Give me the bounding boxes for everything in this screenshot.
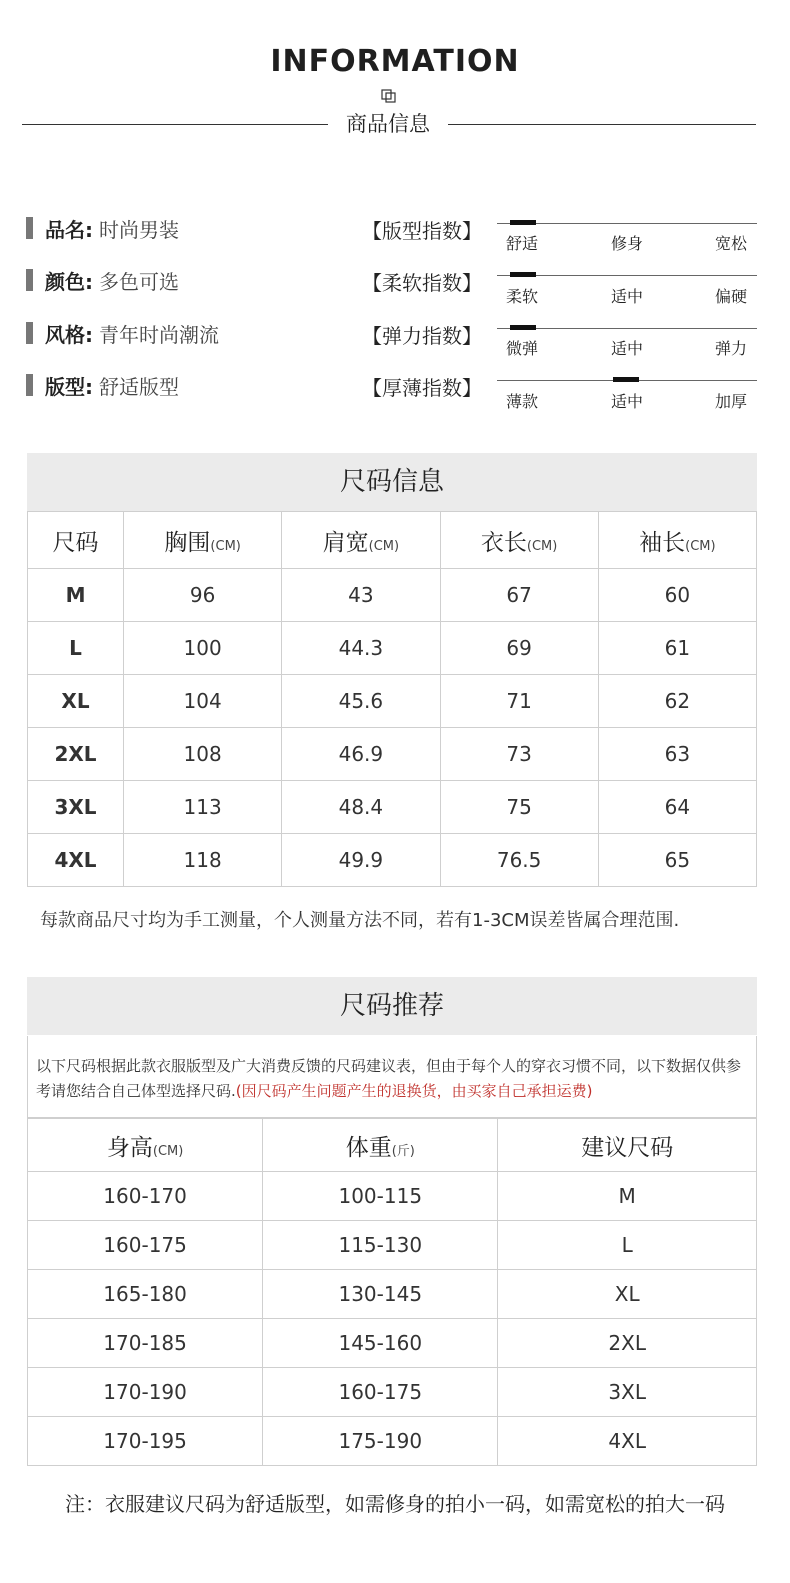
table-row [28, 1368, 757, 1417]
recommend-table [27, 1118, 757, 1466]
table-cell: XL [28, 675, 124, 728]
info-label: 风格: [45, 322, 93, 347]
bullet-bar [26, 322, 33, 344]
scale-label-right: 加厚 [715, 392, 748, 411]
table-cell: 43 [282, 569, 440, 622]
table-row [28, 622, 757, 675]
table-cell: M [28, 569, 124, 622]
table-cell: 113 [124, 781, 282, 834]
table-cell: M [498, 1172, 757, 1221]
info-value: 青年时尚潮流 [99, 322, 219, 347]
table-cell: 49.9 [282, 834, 440, 887]
scale-label-right: 偏硬 [715, 287, 748, 306]
table-cell: 115-130 [263, 1221, 498, 1270]
scale-label-mid: 修身 [611, 234, 644, 253]
divider-left [22, 124, 328, 125]
info-value: 多色可选 [99, 269, 179, 294]
header-cell [282, 512, 440, 569]
table-cell: 96 [124, 569, 282, 622]
scale-label-left: 微弹 [506, 339, 539, 358]
table-cell: 3XL [498, 1368, 757, 1417]
index-scale-softness [497, 275, 757, 276]
header-unit: (斤) [391, 1143, 415, 1159]
table-header-row [28, 1119, 757, 1172]
divider-right [448, 124, 756, 125]
table-cell: 61 [598, 622, 756, 675]
table-row [28, 569, 757, 622]
table-cell: 75 [440, 781, 598, 834]
index-label-elasticity: 【弹力指数】 [362, 324, 482, 348]
header-text: 胸围 [164, 529, 211, 556]
scale-label-right: 弹力 [715, 339, 748, 358]
recommend-desc-text: 以下尺码根据此款衣服版型及广大消费反馈的尺码建议表，但由于每个人的穿衣习惯不同，以下数据仅供参考请您结合自己体型选择尺码. [36, 1057, 742, 1100]
header-text: 尺码 [52, 529, 99, 556]
header-cell [598, 512, 756, 569]
header-text: 建议尺码 [581, 1134, 674, 1161]
scale-label-left: 舒适 [506, 234, 539, 253]
info-row-fit [26, 371, 179, 399]
recommend-description [27, 1036, 757, 1118]
table-cell: 44.3 [282, 622, 440, 675]
header-cell [498, 1119, 757, 1172]
table-cell: 60 [598, 569, 756, 622]
header-text: 肩宽 [322, 529, 369, 556]
table-cell: 160-170 [28, 1172, 263, 1221]
table-cell: 118 [124, 834, 282, 887]
table-row [28, 1270, 757, 1319]
header-unit: (CM) [526, 538, 558, 554]
table-row [28, 1417, 757, 1466]
header-cell [28, 1119, 263, 1172]
table-cell: 100 [124, 622, 282, 675]
table-cell: L [28, 622, 124, 675]
index-scale-elasticity [497, 328, 757, 329]
header-unit: (CM) [685, 538, 716, 554]
table-cell: 160-175 [263, 1368, 498, 1417]
scale-label-right: 宽松 [715, 234, 748, 253]
scale-label-left: 薄款 [506, 392, 539, 411]
index-marker-elasticity [510, 325, 536, 330]
header-text: 衣长 [480, 529, 527, 556]
size-recommend-header: 尺码推荐 [27, 977, 757, 1035]
table-cell: 170-185 [28, 1319, 263, 1368]
table-cell: 145-160 [263, 1319, 498, 1368]
table-cell: 160-175 [28, 1221, 263, 1270]
header-cell [440, 512, 598, 569]
table-row [28, 1319, 757, 1368]
table-row [28, 834, 757, 887]
info-label: 品名: [45, 217, 93, 242]
bullet-bar [26, 269, 33, 291]
header-unit: (CM) [210, 538, 241, 554]
table-cell: 175-190 [263, 1417, 498, 1466]
info-value: 舒适版型 [99, 374, 179, 399]
bullet-bar [26, 217, 33, 239]
table-header-row [28, 512, 757, 569]
table-cell: 2XL [498, 1319, 757, 1368]
table-row [28, 675, 757, 728]
index-marker-softness [510, 272, 536, 277]
table-cell: 69 [440, 622, 598, 675]
table-cell: 2XL [28, 728, 124, 781]
table-cell: 63 [598, 728, 756, 781]
table-cell: 170-190 [28, 1368, 263, 1417]
table-cell: 165-180 [28, 1270, 263, 1319]
scale-label-mid: 适中 [611, 339, 644, 358]
table-cell: 62 [598, 675, 756, 728]
index-scale-fit [497, 223, 757, 224]
table-cell: 64 [598, 781, 756, 834]
header-text: 身高 [106, 1134, 153, 1161]
overlap-squares-icon [381, 89, 397, 103]
table-cell: 65 [598, 834, 756, 887]
scale-label-mid: 适中 [611, 392, 644, 411]
table-cell: 4XL [498, 1417, 757, 1466]
page-title: INFORMATION [270, 44, 520, 79]
table-cell: 73 [440, 728, 598, 781]
table-row [28, 728, 757, 781]
table-row [28, 1172, 757, 1221]
header-cell [263, 1119, 498, 1172]
index-label-thickness: 【厚薄指数】 [362, 376, 482, 400]
index-label-softness: 【柔软指数】 [362, 271, 482, 295]
size-info-header: 尺码信息 [27, 453, 757, 511]
size-table [27, 511, 757, 887]
index-label-fit: 【版型指数】 [362, 219, 482, 243]
info-label: 颜色: [45, 269, 93, 294]
table-cell: 71 [440, 675, 598, 728]
header-cell [124, 512, 282, 569]
table-cell: 170-195 [28, 1417, 263, 1466]
info-row-style [26, 319, 219, 347]
header-text: 体重 [345, 1134, 392, 1161]
table-cell: 45.6 [282, 675, 440, 728]
recommend-warning: (因尺码产生问题产生的退换货，由买家自己承担运费) [235, 1082, 593, 1100]
table-cell: 104 [124, 675, 282, 728]
table-cell: 46.9 [282, 728, 440, 781]
table-cell: 4XL [28, 834, 124, 887]
table-row [28, 1221, 757, 1270]
table-cell: 48.4 [282, 781, 440, 834]
table-cell: L [498, 1221, 757, 1270]
table-cell: 67 [440, 569, 598, 622]
table-cell: 76.5 [440, 834, 598, 887]
header-unit: (CM) [152, 1143, 184, 1159]
info-value: 时尚男装 [99, 217, 179, 242]
table-cell: 130-145 [263, 1270, 498, 1319]
header-unit: (CM) [368, 538, 400, 554]
table-cell: 108 [124, 728, 282, 781]
table-cell: 3XL [28, 781, 124, 834]
section-subtitle: 商品信息 [346, 112, 430, 136]
info-row-color [26, 266, 179, 294]
scale-label-left: 柔软 [506, 287, 539, 306]
info-label: 版型: [45, 374, 93, 399]
scale-label-mid: 适中 [611, 287, 644, 306]
table-cell: XL [498, 1270, 757, 1319]
size-advice-note: 注：衣服建议尺码为舒适版型，如需修身的拍小一码，如需宽松的拍大一码 [65, 1492, 725, 1516]
header-cell [28, 512, 124, 569]
header-text: 袖长 [639, 529, 686, 556]
measurement-note: 每款商品尺寸均为手工测量，个人测量方法不同，若有1-3CM误差皆属合理范围. [40, 910, 680, 931]
index-marker-thickness [613, 377, 639, 382]
bullet-bar [26, 374, 33, 396]
info-row-name [26, 214, 179, 242]
table-row [28, 781, 757, 834]
table-cell: 100-115 [263, 1172, 498, 1221]
index-marker-fit [510, 220, 536, 225]
